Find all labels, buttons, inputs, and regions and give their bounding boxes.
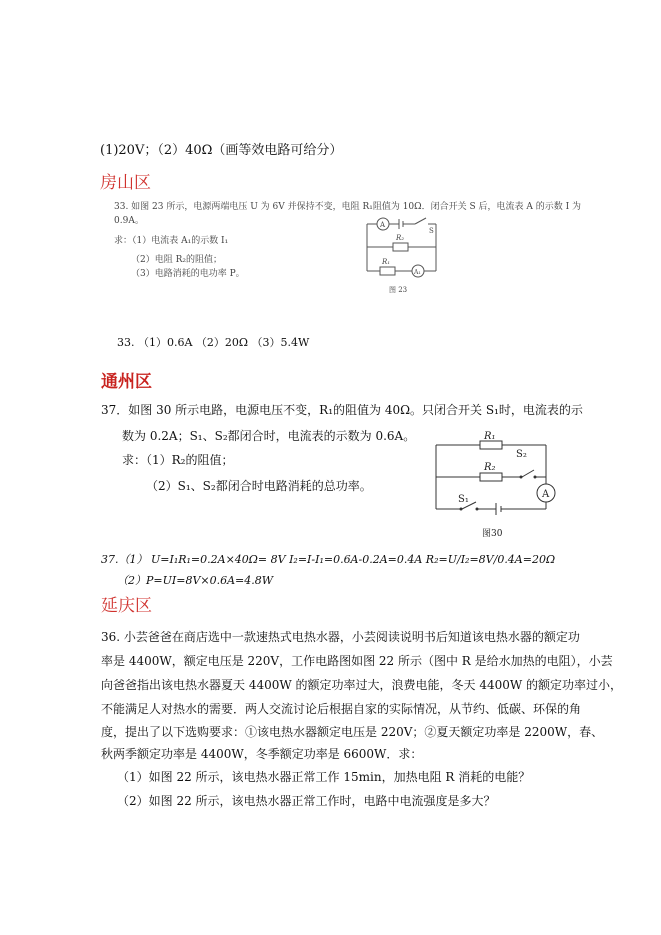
yanqing-line: 度，提出了以下选购要求：①该电热水器额定电压是 220V；②夏天额定功率是 2200W，春、 bbox=[101, 725, 604, 739]
fig23-label-r1: R₁ bbox=[382, 258, 391, 266]
fangshan-question-3: （3）电路消耗的电功率 P。 bbox=[131, 269, 245, 279]
fangshan-problem-line2: 0.9A。 bbox=[114, 216, 144, 226]
fig30-label-r1: R₁ bbox=[484, 431, 496, 442]
fig30-label-s2: S₂ bbox=[516, 449, 527, 460]
yanqing-line: 向爸爸指出该电热水器夏天 4400W 的额定功率过大，浪费电能，冬天 4400W 的额定功率过小， bbox=[101, 678, 623, 692]
fig23-label-s: S bbox=[429, 227, 434, 235]
fangshan-problem-line1: 33. 如图 23 所示，电源两端电压 U 为 6V 并保持不变，电阻 R₁阻值为 10Ω．闭合开关 S 后，电流表 A 的示数 I 为 bbox=[114, 202, 582, 212]
yanqing-line: 率是 4400W，额定电压是 220V，工作电路图如图 22 所示（图中 R 是给水加热的电阻），小芸 bbox=[101, 654, 613, 668]
fig23-label-r2: R₂ bbox=[396, 234, 405, 242]
fig30-label-a: A bbox=[542, 489, 550, 500]
section-heading-yanqing: 延庆区 bbox=[101, 596, 152, 616]
fig30-label-r2: R₂ bbox=[484, 462, 496, 473]
fig23-label-a1: A₁ bbox=[414, 269, 421, 276]
fig23-caption: 图 23 bbox=[389, 286, 408, 294]
tongzhou-answer-line2: （2）P=UI=8V×0.6A=4.8W bbox=[117, 574, 274, 587]
tongzhou-problem-line2: 数为 0.2A；S₁、S₂都闭合时，电流表的示数为 0.6A。 bbox=[122, 429, 416, 443]
fig30-caption: 图30 bbox=[482, 529, 503, 539]
tongzhou-answer-line1: 37.（1） U=I₁R₁=0.2A×40Ω= 8V I₂=I-I₁=0.6A-0.2A=0.4A R₂=U/I₂=8V/0.4A=20Ω bbox=[101, 553, 556, 566]
fangshan-question-2: （2）电阻 R₂的阻值； bbox=[131, 255, 222, 265]
yanqing-line: 36. 小芸爸爸在商店选中一款速热式电热水器，小芸阅读说明书后知道该电热水器的额定功 bbox=[101, 630, 580, 644]
tongzhou-problem-line1: 37．如图 30 所示电路，电源电压不变，R₁的阻值为 40Ω。只闭合开关 S₁时，电流表的示 bbox=[101, 403, 583, 417]
tongzhou-question-2: （2）S₁、S₂都闭合时电路消耗的总功率。 bbox=[146, 479, 372, 493]
circuit-diagram-fig30 bbox=[430, 430, 560, 542]
yanqing-question-2: （2）如图 22 所示，该电热水器正常工作时，电路中电流强度是多大？ bbox=[117, 794, 496, 808]
yanqing-line: 秋两季额定功率是 4400W，冬季额定功率是 6600W．求： bbox=[101, 747, 423, 761]
yanqing-line: 不能满足人对热水的需要．两人交流讨论后根据自家的实际情况，从节约、低碳、环保的角 bbox=[101, 702, 582, 716]
tongzhou-question-1: 求：（1）R₂的阻值； bbox=[122, 453, 234, 467]
yanqing-question-1: （1）如图 22 所示，该电热水器正常工作 15min，加热电阻 R 消耗的电能？ bbox=[117, 770, 531, 784]
fig30-label-s1: S₁ bbox=[458, 494, 469, 505]
fig23-label-a: A bbox=[380, 221, 386, 229]
section-heading-fangshan: 房山区 bbox=[100, 173, 151, 193]
answer-line-top: (1)20V；（2）40Ω（画等效电路可给分） bbox=[100, 143, 343, 158]
fangshan-answer: 33. （1）0.6A （2）20Ω （3）5.4W bbox=[117, 336, 310, 349]
section-heading-tongzhou: 通州区 bbox=[101, 372, 152, 392]
circuit-diagram-fig23 bbox=[360, 212, 450, 298]
fangshan-question-1: 求：（1）电流表 A₁的示数 I₁ bbox=[114, 236, 229, 246]
